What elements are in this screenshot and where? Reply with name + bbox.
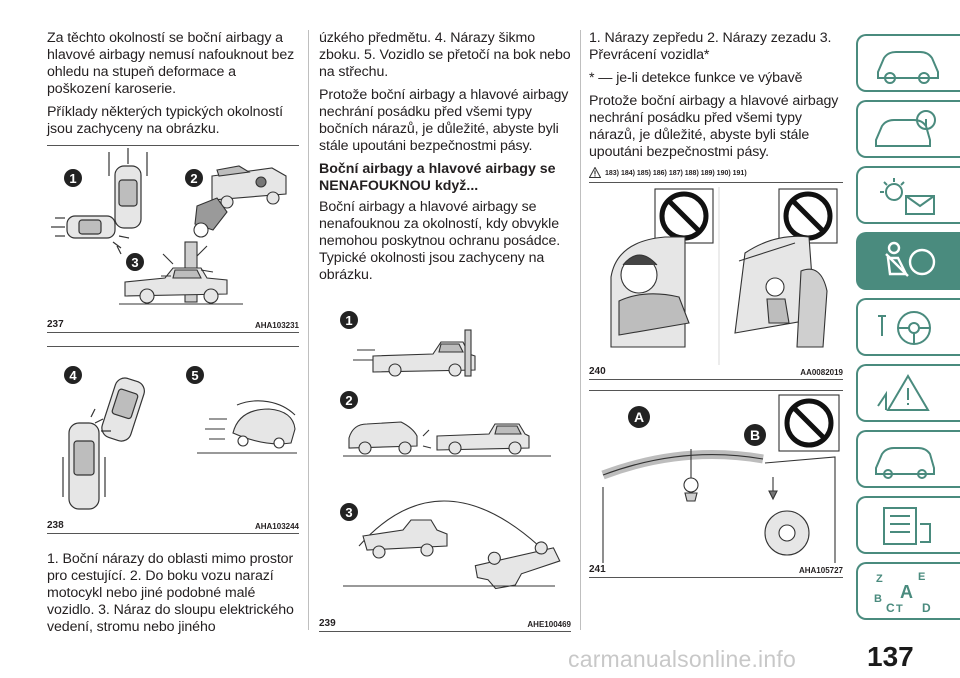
- column-divider: [308, 30, 309, 630]
- paragraph: Za těchto okolností se boční airbagy a hlavové airbagy nemusí nafouknout bez ohledu na stupeň deformace a poškození karoserie.: [47, 30, 295, 97]
- figure-239: [319, 290, 571, 632]
- non-deployment-illustration: [319, 290, 571, 616]
- svg-text:D: D: [922, 601, 931, 614]
- tab-index[interactable]: [856, 562, 960, 620]
- svg-text:1: 1: [345, 313, 353, 328]
- page-number: 137: [867, 641, 914, 672]
- svg-text:2: 2: [190, 171, 198, 186]
- warning-icon: [589, 167, 601, 180]
- figure-237: [47, 145, 299, 333]
- svg-text:B: B: [749, 427, 761, 443]
- paragraph: Příklady některých typických okolností jsou zachyceny na obrázku.: [47, 104, 283, 137]
- figure-code: AHA105727: [798, 566, 843, 575]
- figure-number: 237: [47, 319, 64, 330]
- reference-list: 183) 184) 185) 186) 187) 188) 189) 190) 191): [605, 170, 747, 177]
- svg-text:A: A: [633, 409, 645, 425]
- watermark: carmanualsonline.info: [568, 646, 796, 672]
- tab-safety[interactable]: [856, 232, 960, 290]
- paragraph: Protože boční airbagy a hlavové airbagy nechrání posádku před všemi typy bočních nárazů, je důležité, abyste byli stále upoutáni bezpečnostmi pásy.: [319, 87, 569, 154]
- svg-text:2: 2: [345, 393, 353, 408]
- tab-car-info[interactable]: [856, 100, 960, 158]
- column-3: [589, 30, 843, 180]
- figure-number: 240: [589, 366, 606, 377]
- paragraph: 1. Nárazy zepředu 2. Nárazy zezadu 3. Převrácení vozidla*: [589, 30, 832, 63]
- figure-240: [589, 182, 843, 380]
- figure-caption: [47, 319, 299, 333]
- figure-caption: [589, 366, 843, 380]
- figure-number: 239: [319, 618, 336, 629]
- figure-code: AA0082019: [800, 368, 843, 377]
- child-head-on-door-illustration: [589, 183, 843, 365]
- paragraph: úzkého předmětu. 4. Nárazy šikmo zboku. 5. Vozidlo se přetočí na bok nebo na střechu.: [319, 30, 571, 80]
- figure-241: [589, 390, 843, 578]
- section-heading: Boční airbagy a hlavové airbagy se NENAFOUKNOU když...: [319, 161, 556, 194]
- prohibited-icon: [662, 194, 706, 238]
- svg-text:4: 4: [69, 368, 77, 383]
- prohibited-icon: [787, 401, 831, 445]
- side-impact-illustration: [47, 146, 299, 318]
- svg-text:1: 1: [69, 171, 77, 186]
- column-1: [47, 30, 299, 144]
- paragraph: 1. Boční nárazy do oblasti mimo prostor pro cestující. 2. Do boku vozu narazí motocykl nebo jiné podobné malé vozidlo. 3. Náraz do sloupu elektrického vedení, stromu nebo jiného: [47, 551, 294, 635]
- column-2: [319, 30, 571, 290]
- marker-badge: [340, 311, 358, 521]
- svg-text:3: 3: [345, 505, 353, 520]
- figure-caption: [319, 618, 571, 632]
- figure-caption: [47, 520, 299, 534]
- angled-impact-rollover-illustration: [47, 347, 299, 519]
- figure-number: 241: [589, 564, 606, 575]
- svg-text:3: 3: [131, 255, 139, 270]
- marker-badge: [628, 406, 766, 446]
- airbag-safety-icon: [872, 240, 942, 284]
- steering-wheel-icon: [872, 306, 942, 350]
- tab-warning-lights[interactable]: [856, 166, 960, 224]
- car-service-icon: [872, 438, 942, 482]
- alphabetical-index-icon: [872, 570, 942, 614]
- column-divider: [580, 30, 581, 630]
- figure-number: 238: [47, 520, 64, 531]
- specifications-icon: [872, 504, 942, 548]
- figure-code: AHA103231: [254, 321, 299, 330]
- svg-text:B: B: [874, 593, 882, 605]
- column-1-bottom: [47, 551, 299, 642]
- figure-code: AHA103244: [254, 522, 299, 531]
- hanging-accessories-illustration: [589, 391, 843, 563]
- car-info-icon: [872, 108, 942, 152]
- figure-code: AHE100469: [527, 620, 571, 629]
- tab-specifications[interactable]: [856, 496, 960, 554]
- warning-triangle-icon: [872, 372, 942, 416]
- paragraph: Boční airbagy a hlavové airbagy se nenafouknou za okolností, kdy obvykle nemohou poskytnou ochranu posádce. Typické okolnosti jsou zachyceny na obrázku.: [319, 199, 561, 283]
- svg-text:Z: Z: [876, 573, 883, 585]
- tab-dashboard[interactable]: [856, 34, 960, 92]
- prohibited-icon: [786, 194, 830, 238]
- tab-service[interactable]: [856, 430, 960, 488]
- tab-driving[interactable]: [856, 298, 960, 356]
- figure-238: [47, 346, 299, 534]
- svg-text:E: E: [918, 571, 926, 583]
- tab-emergency[interactable]: [856, 364, 960, 422]
- paragraph: Protože boční airbagy a hlavové airbagy nechrání posádku před všemi typy nárazů, je důležité, abyste byli stále upoutáni bezpečnostmi pásy.: [589, 93, 839, 160]
- car-dashboard-icon: [872, 42, 942, 86]
- warning-references: [589, 167, 843, 180]
- figure-caption: [589, 564, 843, 578]
- svg-text:A: A: [900, 582, 913, 602]
- svg-text:5: 5: [191, 368, 199, 383]
- warning-lights-icon: [872, 174, 942, 218]
- svg-text:C: C: [886, 601, 895, 614]
- svg-text:T: T: [896, 603, 903, 614]
- paragraph: * — je-li detekce funkce ve výbavě: [589, 70, 803, 86]
